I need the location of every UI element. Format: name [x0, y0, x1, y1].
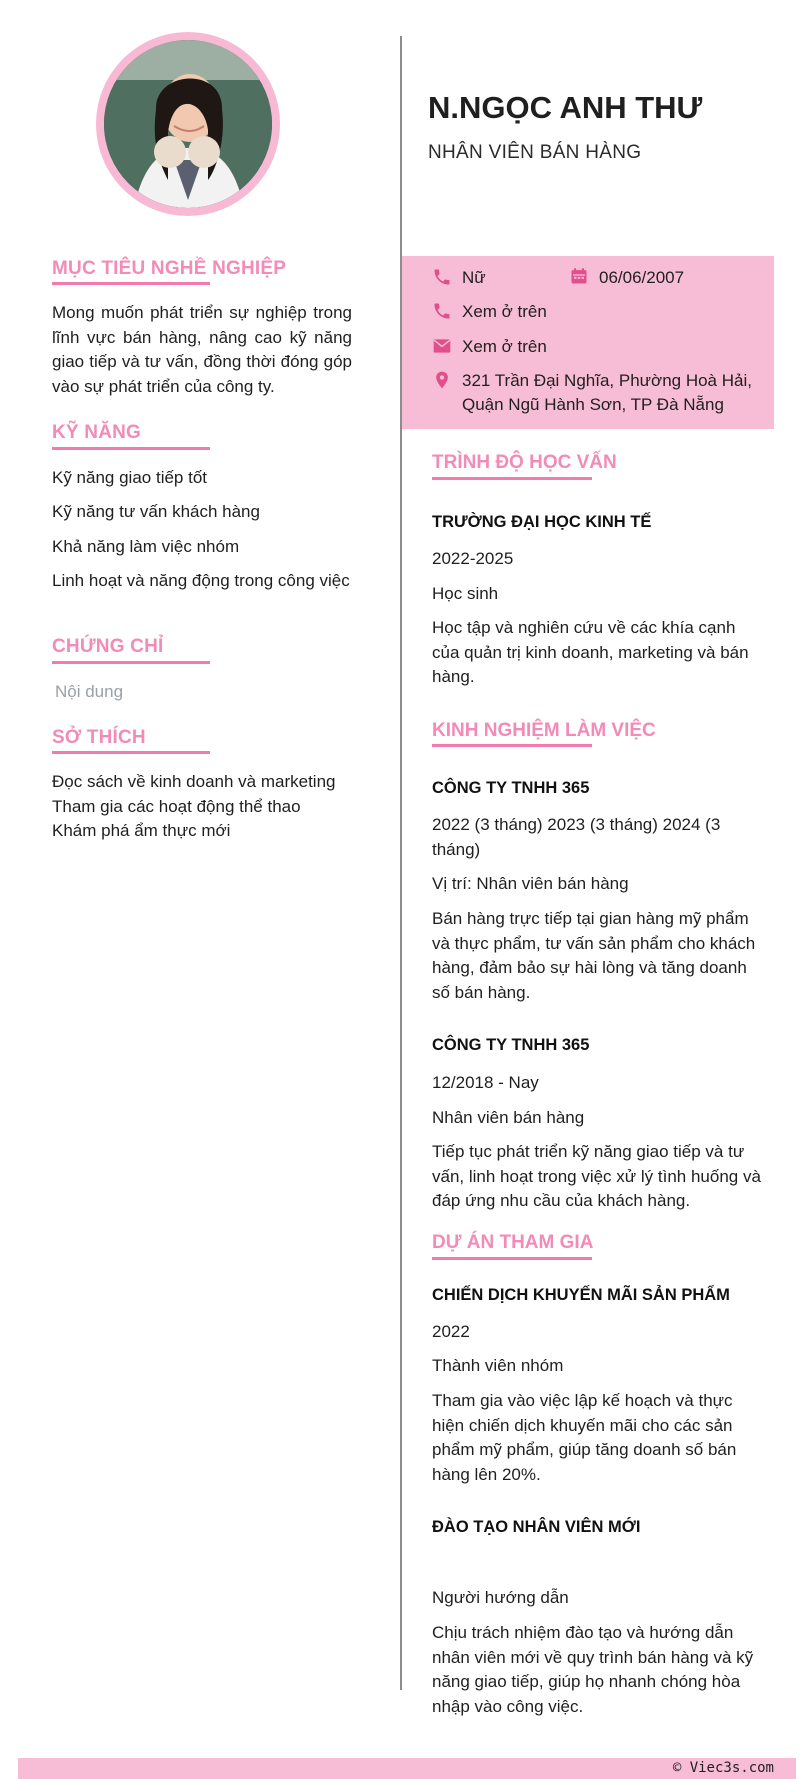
- project-year: 2022: [432, 1322, 470, 1341]
- hobby-item: Đọc sách về kinh doanh và marketing: [52, 772, 336, 791]
- skill-item: Khả năng làm việc nhóm: [52, 537, 240, 556]
- project-description: Tham gia vào việc lập kế hoạch và thực hiện chiến dịch khuyến mãi cho các sản phẩm mỹ phẩm, giúp tăng doanh số bán hàng lên 20%.: [432, 1391, 737, 1484]
- profile-photo: [104, 40, 272, 208]
- skill-item: Kỹ năng giao tiếp tốt: [52, 468, 208, 487]
- avatar: [96, 32, 280, 216]
- job-position: Vị trí: Nhân viên bán hàng: [432, 874, 629, 893]
- email-value: Xem ở trên: [462, 337, 547, 356]
- projects-title: DỰ ÁN THAM GIA: [432, 1232, 594, 1253]
- profile-name: N.NGỌC ANH THƯ: [428, 90, 703, 125]
- skill-item: Kỹ năng tư vấn khách hàng: [52, 502, 260, 521]
- projects-underline: [432, 1257, 592, 1260]
- address-line-2: Quận Ngũ Hành Sơn, TP Đà Nẵng: [462, 395, 724, 414]
- skills-title: KỸ NĂNG: [52, 422, 142, 443]
- phone-value: Xem ở trên: [462, 302, 547, 321]
- skills-underline: [52, 447, 210, 450]
- hobbies-underline: [52, 751, 210, 754]
- calendar-icon: [569, 266, 589, 286]
- education-description: Học tập và nghiên cứu về các khía cạnh của quản trị kinh doanh, marketing và bán hàng.: [432, 618, 749, 686]
- job-position: Nhân viên bán hàng: [432, 1108, 585, 1127]
- objective-title: MỤC TIÊU NGHỀ NGHIỆP: [52, 258, 287, 279]
- education-years: 2022-2025: [432, 549, 514, 568]
- education-underline: [432, 477, 592, 480]
- gender-value: Nữ: [462, 268, 486, 287]
- footer-watermark: © Viec3s.com: [672, 1760, 774, 1776]
- education-title: TRÌNH ĐỘ HỌC VẤN: [432, 452, 617, 473]
- phone-icon: [432, 267, 452, 287]
- birthdate-value: 06/06/2007: [599, 268, 685, 287]
- certificates-title: CHỨNG CHỈ: [52, 636, 164, 657]
- envelope-icon: [432, 336, 452, 356]
- objective-underline: [52, 282, 210, 285]
- phone-icon: [432, 301, 452, 321]
- education-position: Học sinh: [432, 584, 499, 603]
- job-company: CÔNG TY TNHH 365: [432, 1036, 590, 1054]
- project-name: CHIẾN DỊCH KHUYẾN MÃI SẢN PHẨM: [432, 1286, 730, 1304]
- project-role: Thành viên nhóm: [432, 1356, 564, 1375]
- experience-title: KINH NGHIỆM LÀM VIỆC: [432, 720, 656, 741]
- objective-text: Mong muốn phát triển sự nghiệp trong lĩnh vực bán hàng, nâng cao kỹ năng giao tiếp và tư vấn, đồng thời đóng góp vào sự phát triển của công ty.: [52, 303, 352, 396]
- profile-role: NHÂN VIÊN BÁN HÀNG: [428, 142, 642, 163]
- certificates-underline: [52, 661, 210, 664]
- hobby-item: Khám phá ẩm thực mới: [52, 821, 231, 840]
- map-pin-icon: [432, 370, 452, 390]
- hobby-item: Tham gia các hoạt động thể thao: [52, 797, 301, 816]
- skill-item: Linh hoạt và năng động trong công việc: [52, 571, 350, 590]
- job-period: 2022 (3 tháng) 2023 (3 tháng) 2024 (3 tháng): [432, 815, 721, 859]
- job-period: 12/2018 - Nay: [432, 1073, 539, 1092]
- experience-underline: [432, 744, 592, 747]
- project-description: Chịu trách nhiệm đào tạo và hướng dẫn nhân viên mới về quy trình bán hàng và kỹ năng giao tiếp, giúp họ nhanh chóng hòa nhập vào công việc.: [432, 1623, 754, 1716]
- project-role: Người hướng dẫn: [432, 1588, 569, 1607]
- certificates-placeholder[interactable]: Nội dung: [55, 682, 124, 701]
- project-name: ĐÀO TẠO NHÂN VIÊN MỚI: [432, 1518, 641, 1536]
- job-description: Tiếp tục phát triển kỹ năng giao tiếp và tư vấn, linh hoạt trong việc xử lý tình huống và đáp ứng nhu cầu của khách hàng.: [432, 1142, 761, 1210]
- job-company: CÔNG TY TNHH 365: [432, 779, 590, 797]
- portrait-illustration: [104, 40, 272, 208]
- footer-bar: [18, 1758, 796, 1779]
- job-description: Bán hàng trực tiếp tại gian hàng mỹ phẩm và thực phẩm, tư vấn sản phẩm cho khách hàng, đảm bảo sự hài lòng và tăng doanh số bán hàng.: [432, 909, 756, 1002]
- address-line-1: 321 Trần Đại Nghĩa, Phường Hoà Hải,: [462, 371, 752, 390]
- education-school: TRƯỜNG ĐẠI HỌC KINH TẾ: [432, 513, 652, 531]
- hobbies-title: SỞ THÍCH: [52, 727, 146, 748]
